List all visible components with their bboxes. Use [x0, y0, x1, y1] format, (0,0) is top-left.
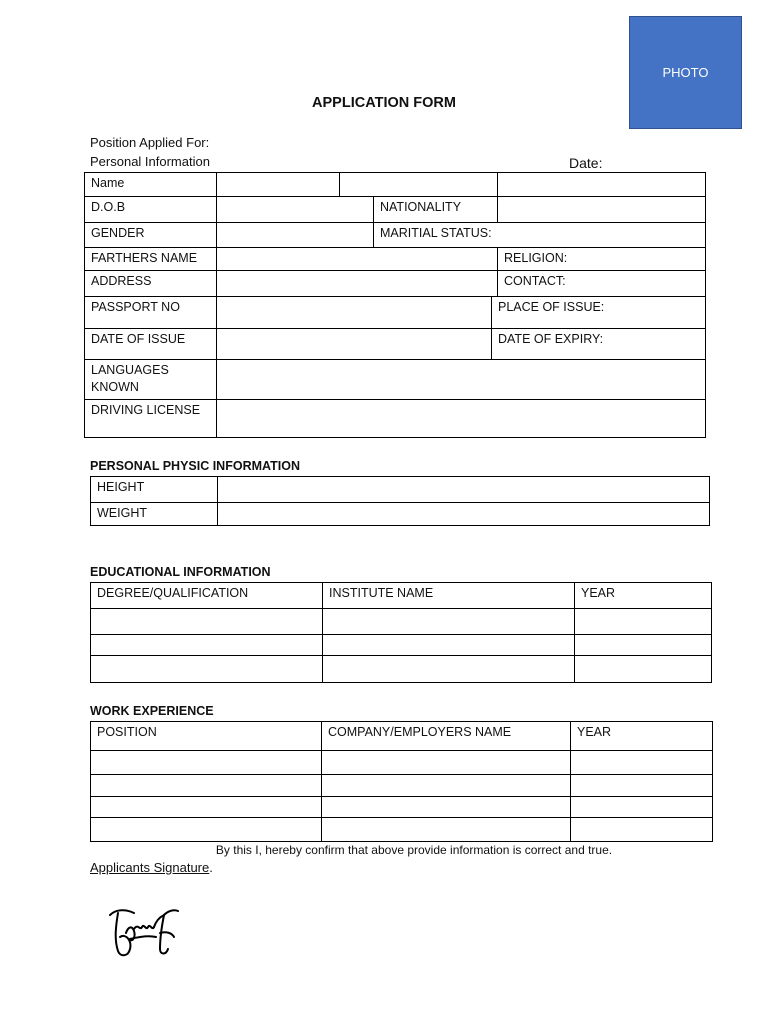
- handwritten-signature: [104, 903, 180, 961]
- height-label: HEIGHT: [91, 477, 218, 503]
- table-row: [85, 271, 706, 297]
- name-field-3[interactable]: [498, 173, 706, 197]
- work-cell[interactable]: [91, 818, 322, 842]
- date-label: Date:: [569, 155, 603, 171]
- work-cell[interactable]: [322, 751, 571, 775]
- table-row: [85, 297, 706, 329]
- work-cell[interactable]: [322, 797, 571, 818]
- signature-label-period: .: [209, 860, 213, 875]
- work-col-year: YEAR: [571, 722, 713, 751]
- work-col-company: COMPANY/EMPLOYERS NAME: [322, 722, 571, 751]
- signature-label: [90, 860, 213, 875]
- education-cell[interactable]: [575, 635, 712, 656]
- photo-label: PHOTO: [662, 65, 709, 80]
- education-col-institute: INSTITUTE NAME: [323, 583, 575, 609]
- table-row: [91, 635, 712, 656]
- table-row: [85, 360, 706, 400]
- education-cell[interactable]: [323, 656, 575, 683]
- driving-license-field[interactable]: [217, 400, 706, 438]
- work-cell[interactable]: [571, 797, 713, 818]
- date-of-expiry-label: DATE OF EXPIRY:: [492, 329, 706, 360]
- address-field[interactable]: [217, 271, 498, 297]
- languages-known-label: LANGUAGES KNOWN: [85, 360, 217, 400]
- dob-field[interactable]: [217, 197, 374, 223]
- nationality-field[interactable]: [498, 197, 706, 223]
- physic-table: [90, 476, 710, 526]
- table-row: [91, 797, 713, 818]
- table-header-row: [91, 583, 712, 609]
- confirmation-text: By this I, hereby confirm that above provide information is correct and true.: [215, 843, 613, 857]
- work-col-position: POSITION: [91, 722, 322, 751]
- table-row: [91, 751, 713, 775]
- work-cell[interactable]: [571, 775, 713, 797]
- position-applied-label: Position Applied For:: [90, 135, 210, 150]
- work-cell[interactable]: [91, 775, 322, 797]
- work-cell[interactable]: [91, 797, 322, 818]
- work-cell[interactable]: [322, 818, 571, 842]
- education-cell[interactable]: [323, 635, 575, 656]
- physic-heading: PERSONAL PHYSIC INFORMATION: [90, 459, 300, 473]
- table-row: [91, 609, 712, 635]
- name-label: Name: [85, 173, 217, 197]
- date-of-issue-field[interactable]: [217, 329, 492, 360]
- education-cell[interactable]: [91, 635, 323, 656]
- education-cell[interactable]: [323, 609, 575, 635]
- education-col-degree: DEGREE/QUALIFICATION: [91, 583, 323, 609]
- education-cell[interactable]: [575, 656, 712, 683]
- address-label: ADDRESS: [85, 271, 217, 297]
- weight-label: WEIGHT: [91, 503, 218, 526]
- table-row: [85, 248, 706, 271]
- driving-license-label: DRIVING LICENSE: [85, 400, 217, 438]
- weight-field[interactable]: [218, 503, 710, 526]
- contact-label: CONTACT:: [498, 271, 706, 297]
- table-row: [91, 503, 710, 526]
- name-field-1[interactable]: [217, 173, 340, 197]
- table-row: [85, 173, 706, 197]
- work-cell[interactable]: [571, 751, 713, 775]
- education-cell[interactable]: [575, 609, 712, 635]
- table-row: [91, 775, 713, 797]
- form-title: APPLICATION FORM: [312, 95, 456, 111]
- height-field[interactable]: [218, 477, 710, 503]
- languages-known-field[interactable]: [217, 360, 706, 400]
- signature-label-text: Applicants Signature: [90, 860, 210, 875]
- table-row: [85, 400, 706, 438]
- table-row: [91, 656, 712, 683]
- fathers-name-label: FARTHERS NAME: [85, 248, 217, 271]
- education-cell[interactable]: [91, 656, 323, 683]
- education-col-year: YEAR: [575, 583, 712, 609]
- education-heading: EDUCATIONAL INFORMATION: [90, 565, 271, 579]
- personal-info-label: Personal Information: [90, 154, 210, 169]
- gender-field[interactable]: [217, 223, 374, 248]
- gender-label: GENDER: [85, 223, 217, 248]
- nationality-label: NATIONALITY: [374, 197, 498, 223]
- place-of-issue-label: PLACE OF ISSUE:: [492, 297, 706, 329]
- passport-no-field[interactable]: [217, 297, 492, 329]
- work-cell[interactable]: [322, 775, 571, 797]
- table-row: [91, 818, 713, 842]
- photo-placeholder[interactable]: [629, 16, 742, 129]
- date-of-issue-label: DATE OF ISSUE: [85, 329, 217, 360]
- fathers-name-field[interactable]: [217, 248, 498, 271]
- table-row: [85, 329, 706, 360]
- personal-info-table: [84, 172, 706, 438]
- marital-status-label: MARITIAL STATUS:: [374, 223, 706, 248]
- table-row: [85, 223, 706, 248]
- table-row: [85, 197, 706, 223]
- name-field-2[interactable]: [340, 173, 498, 197]
- dob-label: D.O.B: [85, 197, 217, 223]
- table-row: [91, 477, 710, 503]
- work-heading: WORK EXPERIENCE: [90, 704, 214, 718]
- passport-no-label: PASSPORT NO: [85, 297, 217, 329]
- work-cell[interactable]: [91, 751, 322, 775]
- religion-label: RELIGION:: [498, 248, 706, 271]
- education-table: [90, 582, 712, 683]
- work-cell[interactable]: [571, 818, 713, 842]
- table-header-row: [91, 722, 713, 751]
- education-cell[interactable]: [91, 609, 323, 635]
- work-table: [90, 721, 713, 842]
